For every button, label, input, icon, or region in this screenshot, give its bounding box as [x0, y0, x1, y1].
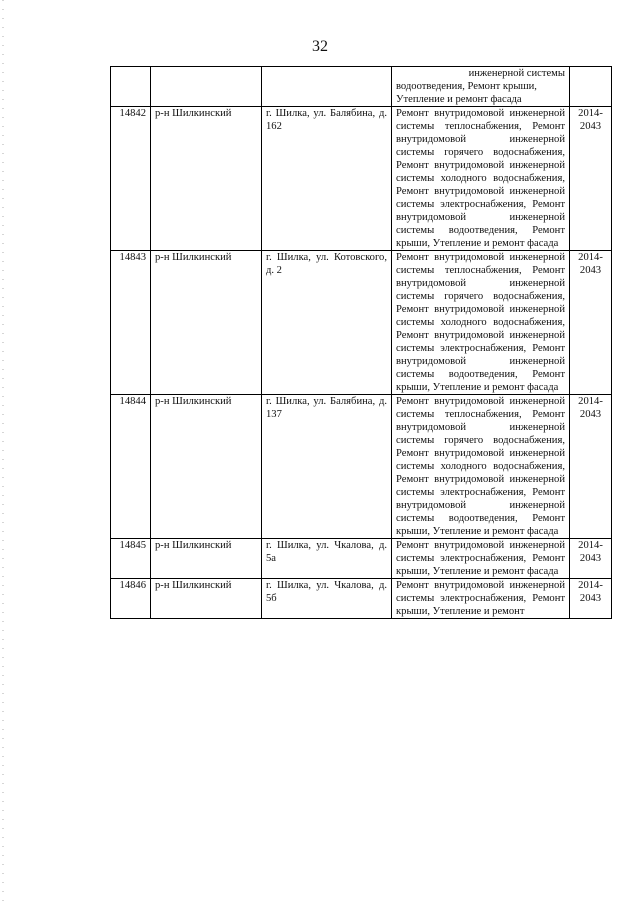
- cell-id: 14843: [111, 251, 151, 395]
- page-number: 32: [312, 38, 328, 55]
- cell-id: 14845: [111, 539, 151, 579]
- table-row-continuation: [111, 67, 612, 107]
- table-row: [111, 395, 612, 539]
- table-row: [111, 539, 612, 579]
- cell-works: Ремонт внутридомовой инженерной системы теплоснабжения, Ремонт внутридомовой инженерной системы горячего водоснабжения, Ремонт внутридомовой инженерной системы холодного водоснабжения, Ремонт внутридомовой инженерной системы электроснабжения, Ремонт внутридомовой инженерной системы водоотведения, Ремонт крыши, Утепление и ремонт фасада: [392, 395, 570, 539]
- cell-address: г. Шилка, ул. Балябина, д. 137: [262, 395, 392, 539]
- cell-period: 2014-2043: [570, 251, 612, 395]
- cell-period: 2014-2043: [570, 579, 612, 619]
- works-table: [110, 66, 612, 619]
- cell-works: [392, 67, 570, 107]
- cell-address: г. Шилка, ул. Чкалова, д. 5б: [262, 579, 392, 619]
- cell-works: Ремонт внутридомовой инженерной системы электроснабжения, Ремонт крыши, Утепление и ремонт фасада: [392, 539, 570, 579]
- cell-district: р-н Шилкинский: [151, 539, 262, 579]
- cell-district: р-н Шилкинский: [151, 579, 262, 619]
- cell-address: г. Шилка, ул. Балябина, д. 162: [262, 107, 392, 251]
- cell-district: р-н Шилкинский: [151, 251, 262, 395]
- cell-id: 14842: [111, 107, 151, 251]
- works-line: водоотведения, Ремонт крыши,: [396, 81, 537, 92]
- scan-margin-dots: [2, 0, 4, 905]
- works-line: инженерной системы: [468, 68, 565, 79]
- works-line: Утепление и ремонт фасада: [396, 94, 522, 105]
- cell-district: [151, 67, 262, 107]
- cell-id: 14844: [111, 395, 151, 539]
- cell-period: 2014-2043: [570, 539, 612, 579]
- cell-works: Ремонт внутридомовой инженерной системы теплоснабжения, Ремонт внутридомовой инженерной системы горячего водоснабжения, Ремонт внутридомовой инженерной системы холодного водоснабжения, Ремонт внутридомовой инженерной системы электроснабжения, Ремонт внутридомовой инженерной системы водоотведения, Ремонт крыши, Утепление и ремонт фасада: [392, 107, 570, 251]
- cell-address: г. Шилка, ул. Чкалова, д. 5а: [262, 539, 392, 579]
- cell-works: Ремонт внутридомовой инженерной системы теплоснабжения, Ремонт внутридомовой инженерной системы горячего водоснабжения, Ремонт внутридомовой инженерной системы холодного водоснабжения, Ремонт внутридомовой инженерной системы электроснабжения, Ремонт внутридомовой инженерной системы водоотведения, Ремонт крыши, Утепление и ремонт фасада: [392, 251, 570, 395]
- cell-period: [570, 67, 612, 107]
- cell-period: 2014-2043: [570, 395, 612, 539]
- cell-address: [262, 67, 392, 107]
- cell-address: г. Шилка, ул. Котовского, д. 2: [262, 251, 392, 395]
- cell-id: 14846: [111, 579, 151, 619]
- cell-district: р-н Шилкинский: [151, 107, 262, 251]
- cell-works: Ремонт внутридомовой инженерной системы электроснабжения, Ремонт крыши, Утепление и ремонт: [392, 579, 570, 619]
- table-row: [111, 251, 612, 395]
- cell-id: [111, 67, 151, 107]
- cell-district: р-н Шилкинский: [151, 395, 262, 539]
- table-row: [111, 579, 612, 619]
- cell-period: 2014-2043: [570, 107, 612, 251]
- table-row: [111, 107, 612, 251]
